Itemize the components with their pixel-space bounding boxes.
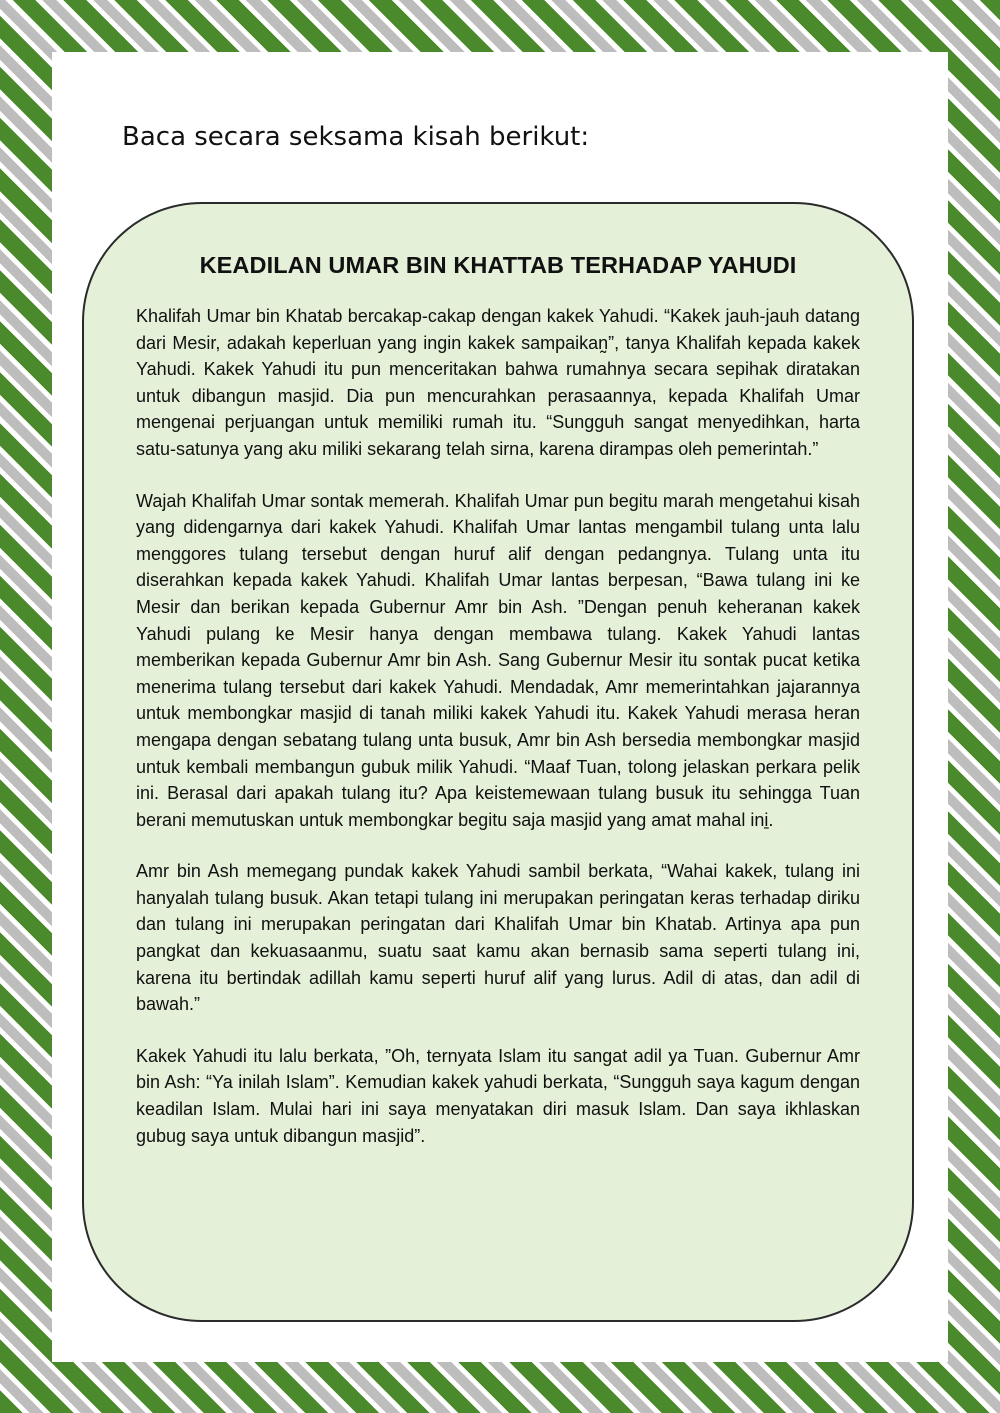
story-box (82, 202, 914, 1322)
story-paragraph-1: Khalifah Umar bin Khatab bercakap-cakap dengan kakek Yahudi. “Kakek jauh-jauh datang dari Mesir, adakah keperluan yang ingin kakek sampaikan̰”, tanya Khalifah kepada kakek Yahudi. Kakek Yahudi itu pun menceritakan bahwa rumahnya secara sepihak diratakan untuk dibangun masjid. Dia pun mencurahkan perasaannya, kepada Khalifah Umar mengenai perjuangan untuk memiliki rumah itu. “Sungguh sangat menyedihkan, harta satu-satunya yang aku miliki sekarang telah sirna, karena dirampas oleh pemerintah.” (136, 306, 860, 459)
story-paragraph-3: Amr bin Ash memegang pundak kakek Yahudi sambil berkata, “Wahai kakek, tulang ini hanyalah tulang busuk. Akan tetapi tulang ini merupakan peringatan keras terhadap diriku dan tulang ini merupakan peringatan dari Khalifah Umar bin Khatab. Artinya apa pun pangkat dan kekuasaanmu, suatu saat kamu akan bernasib sama seperti tulang ini, karena itu bertindak adillah kamu seperti huruf alif yang lurus. Adil di atas, dan adil di bawah.” (136, 861, 860, 1015)
instruction-text: Baca secara seksama kisah berikut: (122, 122, 590, 152)
story-paragraph-4: Kakek Yahudi itu lalu berkata, ”Oh, ternyata Islam itu sangat adil ya Tuan. Gubernur Amr bin Ash: “Ya inilah Islam”. Kemudian kakek yahudi berkata, “Sungguh saya kagum dengan keadilan Islam. Mulai hari ini saya menyatakan diri masuk Islam. Dan saya ikhlaskan gubug saya untuk dibangun masjid”. (136, 1045, 860, 1146)
story-paragraph-2: Wajah Khalifah Umar sontak memerah. Khalifah Umar pun begitu marah mengetahui kisah yang didengarnya dari kakek Yahudi. Khalifah Umar lantas mengambil tulang unta lalu menggores tulang tersebut dengan huruf alif dengan pedangnya. Tulang unta itu diserahkan kepada kakek Yahudi. Khalifah Umar lantas berpesan, “Bawa tulang ini ke Mesir dan berikan kepada Gubernur Amr bin Ash. ”Dengan penuh keheranan kakek Yahudi pulang ke Mesir hanya dengan membawa tulang. Kakek Yahudi lantas memberikan kepada Gubernur Amr bin Ash. Sang Gubernur Mesir itu sontak pucat ketika menerima tulang tersebut dari kakek Yahudi. Mendadak, Amr memerintahkan jajarannya untuk membongkar masjid di tanah miliki kakek Yahudi itu. Kakek Yahudi merasa heran mengapa dengan sebatang tulang unta busuk, Amr bin Ash bersedia membongkar masjid untuk kembali membangun gubuk milik Yahudi. “Maaf Tuan, tolong jelaskan perkara pelik ini. Berasal dari apakah tulang itu? Apa keistemewaan tulang busuk itu sehingga Tuan berani memutuskan untuk membongkar begitu saja masjid yang amat mahal ini̱. (136, 490, 860, 830)
worksheet-page (52, 52, 948, 1362)
story-title: KEADILAN UMAR BIN KHATTAB TERHADAP YAHUDI (199, 252, 797, 278)
